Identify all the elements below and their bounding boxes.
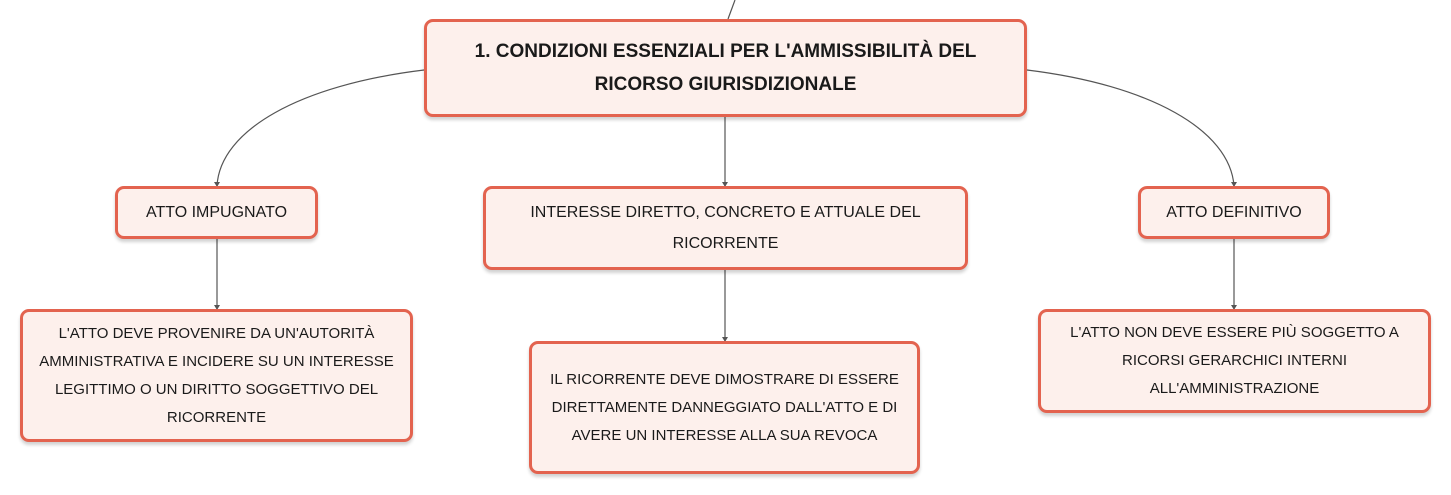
branch-node-interesse[interactable]	[483, 186, 968, 270]
leaf-node-interesse[interactable]	[529, 341, 920, 474]
branch-node-label: INTERESSE DIRETTO, CONCRETO E ATTUALE DEL RICORRENTE	[530, 204, 921, 252]
branch-node-atto-definitivo[interactable]	[1138, 186, 1330, 239]
root-node[interactable]	[424, 19, 1027, 117]
leaf-node-atto-definitivo[interactable]	[1038, 309, 1431, 413]
root-node-label: 1. CONDIZIONI ESSENZIALI PER L'AMMISSIBILITÀ DEL RICORSO GIURISDIZIONALE	[474, 41, 977, 95]
branch-node-label: ATTO IMPUGNATO	[145, 204, 288, 221]
connector-parent	[728, 0, 735, 19]
leaf-node-atto-impugnato[interactable]	[20, 309, 413, 442]
leaf-node-text: L'ATTO DEVE PROVENIRE DA UN'AUTORITÀ AMMINISTRATIVA E INCIDERE SU UN INTERESSE LEGITTIMO O UN DIRITTO SOGGETTIVO DEL RICORRENTE	[39, 324, 394, 426]
leaf-node-text: IL RICORRENTE DEVE DIMOSTRARE DI ESSERE DIRETTAMENTE DANNEGGIATO DALL'ATTO E DI AVERE UN INTERESSE ALLA SUA REVOCA	[550, 370, 899, 444]
connector-root-atto-definitivo	[1027, 70, 1234, 186]
branch-node-atto-impugnato[interactable]	[115, 186, 318, 239]
leaf-node-text: L'ATTO NON DEVE ESSERE PIÙ SOGGETTO A RICORSI GERARCHICI INTERNI ALL'AMMINISTRAZIONE	[1070, 324, 1399, 397]
branch-node-label: ATTO DEFINITIVO	[1166, 204, 1302, 221]
connector-root-atto-impugnato	[217, 70, 424, 186]
